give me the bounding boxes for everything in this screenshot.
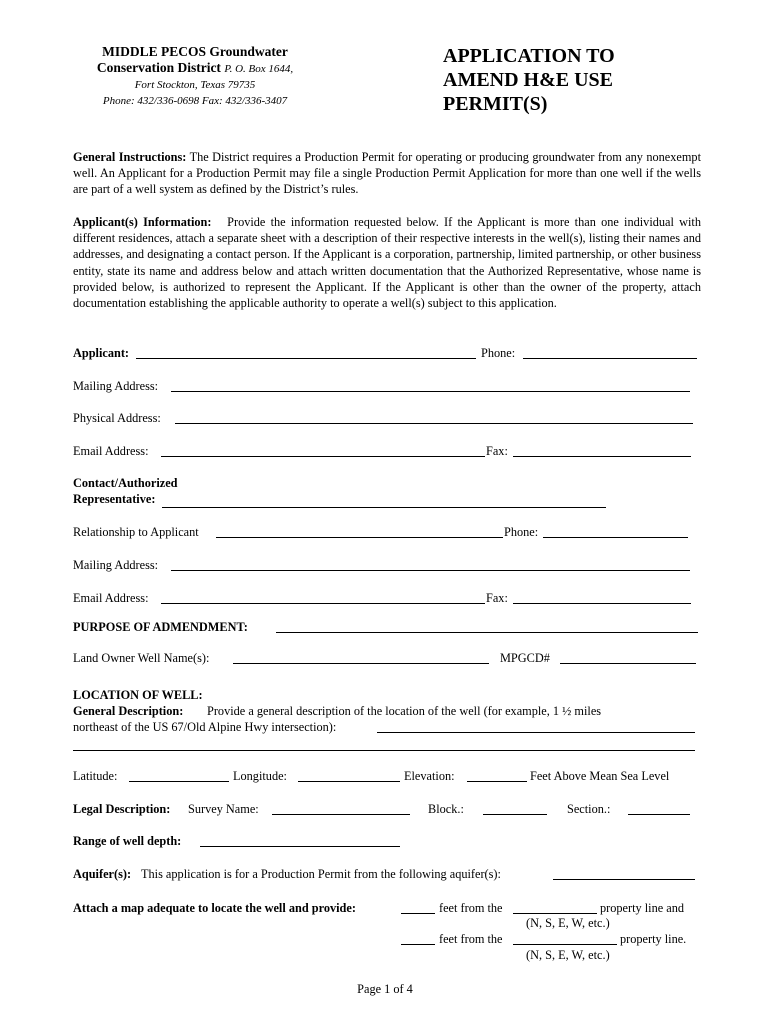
form-title — [443, 44, 615, 116]
land-owner-well-field[interactable] — [233, 650, 489, 664]
mpgcd-label: MPGCD# — [500, 651, 550, 665]
relationship-field[interactable] — [216, 524, 503, 538]
org-po-box: P. O. Box 1644, — [224, 63, 294, 75]
representative-field[interactable] — [162, 494, 606, 508]
longitude-label: Longitude: — [233, 769, 287, 783]
property-line-label: property line. — [620, 932, 687, 946]
direction-field-2[interactable] — [513, 931, 617, 945]
physical-address-field[interactable] — [175, 410, 693, 424]
page-number: Page 1 of 4 — [357, 982, 413, 996]
general-description-text: Provide a general description of the location of the well (for example, 1 ½ miles — [207, 704, 602, 718]
relationship-row — [73, 524, 697, 540]
applicant-phone-label: Phone: — [481, 346, 516, 360]
direction-field-1[interactable] — [513, 900, 597, 914]
mailing-address-label: Mailing Address: — [73, 379, 159, 393]
general-description-field-2[interactable] — [73, 737, 695, 751]
block-field[interactable] — [483, 801, 547, 815]
mailing-address-row — [73, 378, 697, 394]
general-description-row — [73, 703, 697, 719]
property-line-and-label: property line and — [600, 901, 685, 915]
latitude-field[interactable] — [129, 768, 229, 782]
general-instructions — [73, 149, 701, 198]
general-instructions-text: The District requires a Production Permit for operating or producing groundwater from any nonexempt well. An Applicant for a Production Permit may file a single Production Permit Application for more than one well if the wells are part of a well system as defined by the District’s rules. — [73, 150, 701, 197]
direction-hint-1: (N, S, E, W, etc.) — [526, 916, 610, 930]
block-label: Block.: — [428, 802, 464, 816]
attach-map-label: Attach a map adequate to locate the well and provide: — [73, 901, 356, 915]
fax-field[interactable] — [513, 443, 691, 457]
elevation-field[interactable] — [467, 768, 527, 782]
legal-description-row — [73, 801, 697, 817]
elevation-unit: Feet Above Mean Sea Level — [530, 769, 670, 783]
range-depth-row — [73, 833, 697, 849]
general-description-field[interactable] — [377, 719, 695, 733]
letterhead — [60, 44, 330, 109]
fax-field-2[interactable] — [513, 590, 691, 604]
fax-label-2: Fax: — [486, 591, 508, 605]
applicant-information-text: Provide the information requested below. If the Applicant is more than one individual with different residences, attach a separate sheet with a description of their respective interests in the well(s), listing their names and addresses, and designating a contact person. If the Applicant is a corporation, partnership, limited partnership, or other business entity, state its name and address below and attach written documentation that the Authorized Representative, whose name is provided below, is authorized to represent the Applicant. If the Applicant is other than the owner of the property, attach documentation establishing the applicable authority to operate a well(s) subject to this application. — [73, 215, 701, 311]
latitude-label: Latitude: — [73, 769, 118, 783]
attach-map-row — [73, 900, 697, 916]
aquifers-text: This application is for a Production Permit from the following aquifer(s): — [141, 867, 501, 881]
physical-address-row — [73, 410, 697, 426]
applicant-information-heading: Applicant(s) Information: — [73, 215, 212, 229]
org-name: MIDDLE PECOS Groundwater — [102, 44, 288, 59]
mailing-address-field-2[interactable] — [171, 557, 690, 571]
contact-label-line2: Representative: — [73, 492, 156, 506]
feet-from-label-2: feet from the — [439, 932, 503, 946]
title-line-2: AMEND H&E USE — [443, 69, 614, 91]
org-name-line2: Conservation District — [96, 60, 221, 75]
feet-field-1[interactable] — [401, 900, 435, 914]
purpose-label: PURPOSE OF ADMENDMENT: — [73, 620, 248, 634]
range-depth-field[interactable] — [200, 833, 400, 847]
general-description-text-2: northeast of the US 67/Old Alpine Hwy intersection): — [73, 720, 337, 734]
title-line-3: PERMIT(S) — [443, 93, 548, 115]
general-description-row-2 — [73, 719, 697, 735]
elevation-label: Elevation: — [404, 769, 455, 783]
legal-description-label: Legal Description: — [73, 802, 171, 816]
contact-label-line1: Contact/Authorized — [73, 476, 178, 490]
email-address-field[interactable] — [161, 443, 485, 457]
survey-name-label: Survey Name: — [188, 802, 259, 816]
general-instructions-heading: General Instructions: — [73, 150, 187, 164]
attach-map-row-2 — [73, 931, 697, 947]
mailing-address-label-2: Mailing Address: — [73, 558, 159, 572]
coordinates-row — [73, 768, 697, 784]
title-line-1: APPLICATION TO — [443, 45, 615, 67]
applicant-label: Applicant: — [73, 346, 130, 360]
general-description-label: General Description: — [73, 704, 184, 718]
range-depth-label: Range of well depth: — [73, 834, 182, 848]
email-row-2 — [73, 590, 697, 606]
location-heading: LOCATION OF WELL: — [73, 688, 203, 702]
direction-hint-2: (N, S, E, W, etc.) — [526, 948, 610, 962]
applicant-field[interactable] — [136, 345, 476, 359]
email-address-label: Email Address: — [73, 444, 149, 458]
feet-from-label-1: feet from the — [439, 901, 503, 915]
email-address-label-2: Email Address: — [73, 591, 149, 605]
fax-label: Fax: — [486, 444, 508, 458]
org-phone-fax: Phone: 432/336-0698 Fax: 432/336-3407 — [102, 95, 288, 107]
relationship-phone-field[interactable] — [543, 524, 688, 538]
mailing-address-field[interactable] — [171, 378, 690, 392]
email-row — [73, 443, 697, 459]
applicant-phone-field[interactable] — [523, 345, 697, 359]
applicant-information — [73, 214, 701, 311]
aquifers-label: Aquifer(s): — [73, 867, 132, 881]
survey-name-field[interactable] — [272, 801, 410, 815]
feet-field-2[interactable] — [401, 931, 435, 945]
land-owner-row — [73, 650, 697, 666]
mpgcd-field[interactable] — [560, 650, 696, 664]
applicant-row — [73, 345, 697, 361]
land-owner-well-label: Land Owner Well Name(s): — [73, 651, 210, 665]
purpose-field[interactable] — [276, 619, 698, 633]
section-label: Section.: — [567, 802, 611, 816]
section-field[interactable] — [628, 801, 690, 815]
physical-address-label: Physical Address: — [73, 411, 161, 425]
aquifers-field[interactable] — [553, 866, 695, 880]
relationship-phone-label: Phone: — [504, 525, 539, 539]
purpose-row — [73, 619, 697, 635]
longitude-field[interactable] — [298, 768, 400, 782]
aquifers-row — [73, 866, 697, 882]
mailing-address-row-2 — [73, 557, 697, 573]
email-address-field-2[interactable] — [161, 590, 485, 604]
relationship-label: Relationship to Applicant — [73, 525, 199, 539]
org-city: Fort Stockton, Texas 79735 — [134, 79, 256, 91]
